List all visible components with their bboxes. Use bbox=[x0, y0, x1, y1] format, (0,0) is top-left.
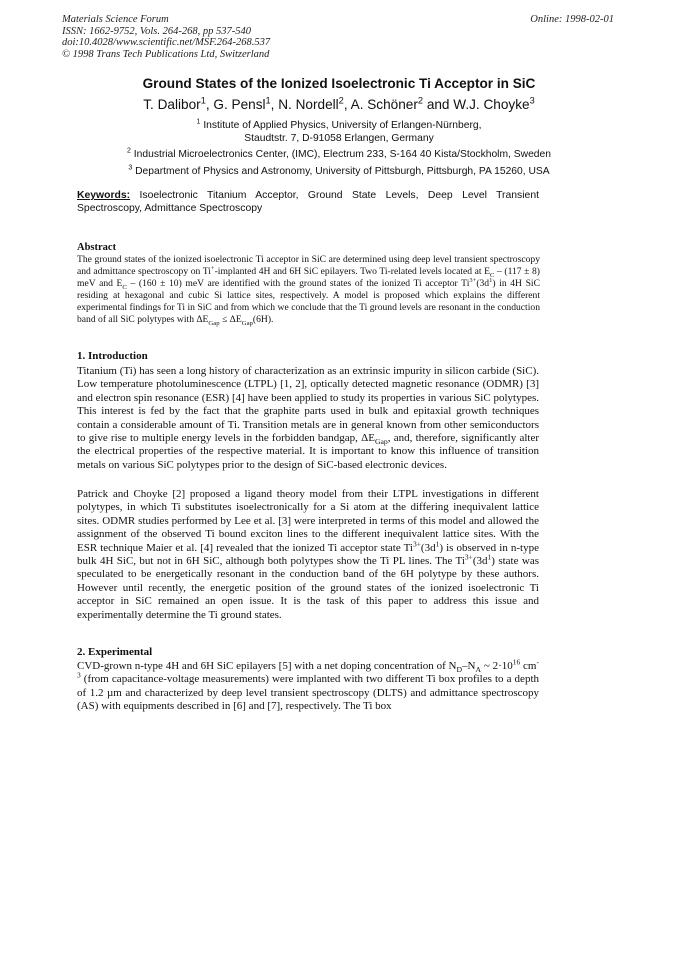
affiliation-1 bbox=[60, 120, 618, 145]
author-affiliation-mark: 3 bbox=[529, 95, 535, 106]
author: A. Schöner bbox=[350, 97, 418, 112]
author-affiliation-mark: 1 bbox=[200, 95, 206, 106]
paper-title: Ground States of the Ionized Isoelectronic Ti Acceptor in SiC bbox=[142, 76, 536, 91]
keywords bbox=[77, 190, 539, 215]
affiliation-line: Staudtstr. 7, D-91058 Erlangen, Germany bbox=[244, 132, 434, 144]
authors-conjunction: and bbox=[426, 97, 450, 112]
author: G. Pensl bbox=[213, 97, 266, 112]
abstract-heading: Abstract bbox=[77, 242, 117, 253]
keywords-label: Keywords: bbox=[77, 190, 131, 201]
intro-paragraph-1: Titanium (Ti) has seen a long history of characterization as an extrinsic impurity in silicon carbide (SiC). Low temperature photoluminescence (LTPL) [1, 2], optically detected magnetic resonance (ODMR) [3] and electron spin resonance (ESR) [4] have been applied to study its properties in various SiC polytypes. This interest is fed by the fact that the graphite parts used in bulk and epitaxial growth techniques contain a considerable amount of Ti. Transition metals are in general known from other semiconductors to give rise to multiple energy levels in the forbidden bandgap, $\Delta E_{Gap}$, and, therefore, significantly alter the electrical properties of the respective material. It is important to know this influence of transition metals on various SiC polytypes prior to the design of SiC-based electronic devices. bbox=[77, 365, 539, 471]
affiliation-number: 2 bbox=[127, 147, 131, 155]
author-affiliation-mark: 1 bbox=[265, 95, 271, 106]
author: N. Nordell bbox=[278, 97, 339, 112]
author: T. Dalibor bbox=[143, 97, 201, 112]
author-affiliation-mark: 2 bbox=[417, 95, 424, 106]
affiliation-line: Department of Physics and Astronomy, University of Pittsburgh, Pittsburgh, PA 15260, USA bbox=[135, 166, 550, 177]
experimental-paragraph: CVD-grown n-type 4H and 6H SiC epilayers [5] with a net doping concentration of $N_D-N_A$ ~ $2\cdot 10^{16}$ $cm^{-3}$ (from capacitance-voltage measurements) were implanted with two different Ti box profiles to a depth of 1.2 µm and characterized by deep level transient spectroscopy (DLTS) and admittance spectroscopy (AS) with equipments described in [6] and [7], respectively. The Ti box bbox=[77, 657, 539, 713]
issn: ISSN: 1662-9752, Vols. 264-268, pp 537-540 bbox=[62, 25, 251, 37]
copyright: © 1998 Trans Tech Publications Ltd, Switzerland bbox=[62, 48, 270, 60]
author-affiliation-mark: 2 bbox=[338, 95, 344, 106]
keywords-text: Isoelectronic Titanium Acceptor, Ground State Levels, Deep Level Transient Spectroscopy, Admittance Spectroscopy bbox=[77, 190, 540, 214]
journal-header bbox=[62, 14, 270, 60]
affiliation-number: 1 bbox=[196, 118, 201, 126]
affiliation-2 bbox=[60, 149, 618, 162]
affiliation-line: Industrial Microelectronics Center, (IMC), Electrum 233, S-164 40 Kista/Stockholm, Sweden bbox=[133, 149, 551, 160]
online-date: Online: 1998-02-01 bbox=[530, 14, 614, 25]
doi: doi:10.4028/www.scientific.net/MSF.264-268.537 bbox=[62, 37, 271, 48]
affiliation-line: Institute of Applied Physics, University of Erlangen-Nürnberg, bbox=[203, 120, 482, 131]
affiliation-number: 3 bbox=[128, 164, 133, 172]
affiliation-3 bbox=[60, 166, 618, 179]
abstract-body: The ground states of the ionized isoelectronic Ti acceptor in SiC are determined using deep level transient spectroscopy and admittance spectroscopy on Ti+-implanted 4H and 6H SiC epilayers. Two Ti-related levels located at $E_C - (117 \pm 8)$ meV and $E_C - (160 \pm 10)$ meV are identified with the ground states of the ionized Ti acceptor $Ti^{3+}(3d^1)$ in 4H SiC residing at hexagonal and cubic Si lattice sites, respectively. A model is proposed which explains the different experimental findings for Ti in SiC and from which we conclude that the Ti ground levels are resonant in the conduction band of all SiC polytypes with $\Delta E_{Gap} \le \Delta E_{Gap}(6H)$. bbox=[77, 254, 540, 328]
section-heading-introduction: 1. Introduction bbox=[77, 350, 148, 362]
section-heading-experimental: 2. Experimental bbox=[77, 646, 153, 658]
journal-name: Materials Science Forum bbox=[62, 14, 169, 25]
author-list: T. Dalibor$^1$, G. Pensl$^1$, N. Nordell$^2$, A. Schöner$^2$ and W.J. Choyke$^3$ bbox=[143, 95, 535, 112]
intro-paragraph-2: Patrick and Choyke [2] proposed a ligand theory model from their LTPL investigations in different polytypes, in which Ti substitutes isoelectronically for a Si atom at the differing inequivalent lattice sites. ODMR studies performed by Lee et al. [3] were interpreted in terms of this model and allowed the assignment of the observed Ti bound exciton lines to the different inequivalent lattice sites. With the ESR technique Maier et al. [4] revealed that the ionized Ti acceptor state $Ti^{3+}(3d^1)$ is observed in n-type bulk 4H SiC, but not in 6H SiC, although both polytypes show the Ti PL lines. The $Ti^{3+}(3d^1)$ state was speculated to be energetically resonant in the conduction band of the 6H polytype by these authors. However until recently, the energetic position of the ground states of the ionized isoelectronic Ti acceptor in SiC remained an open issue. It is the task of this paper to address this issue and experimentally determine the Ti ground states. bbox=[77, 488, 539, 621]
author: W.J. Choyke bbox=[453, 97, 530, 112]
